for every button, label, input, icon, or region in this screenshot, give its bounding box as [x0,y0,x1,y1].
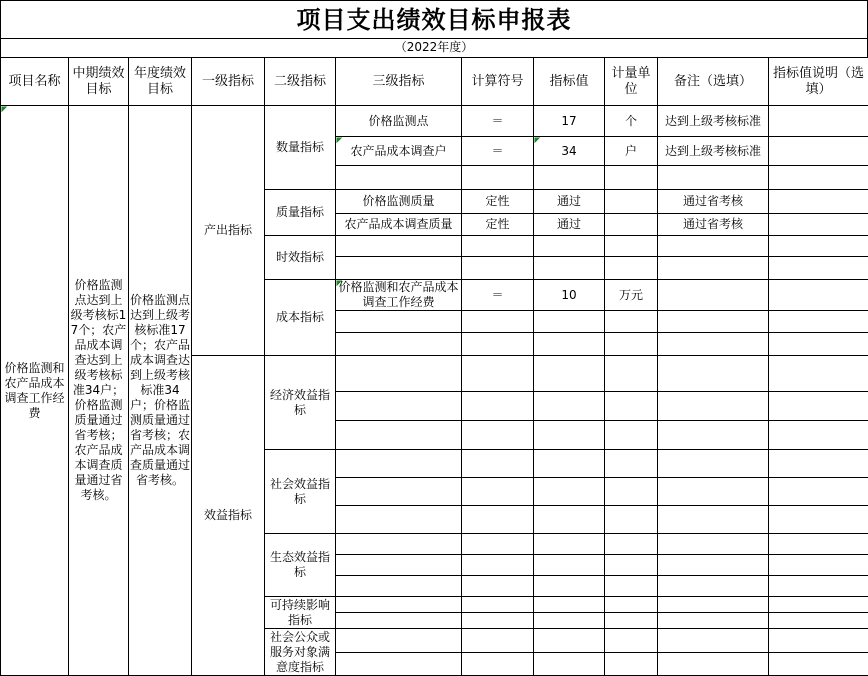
project-name-cell: 价格监测和农产品成本调查工作经费 [1,106,69,676]
level2-economic-cell: 经济效益指标 [265,356,336,450]
level3-cell: 价格监测质量 [336,190,462,214]
symbol-cell: ＝ [462,137,534,166]
header-cell: 三级指标 [336,58,462,106]
header-cell: 项目名称 [1,58,69,106]
header-cell: 一级指标 [192,58,265,106]
symbol-cell: 定性 [462,214,534,236]
value-cell: 通过 [534,190,605,214]
year-label: （2022年度） [0,38,868,57]
unit-cell [605,214,658,236]
header-cell: 计量单位 [605,58,658,106]
value-cell: 通过 [534,214,605,236]
table-row [1,106,868,137]
level1-output-cell: 产出指标 [192,106,265,356]
explain-cell [769,137,868,166]
header-cell: 指标值说明（选填） [769,58,868,106]
header-cell: 年度绩效目标 [129,58,192,106]
level2-sustainable-cell: 可持续影响指标 [265,597,336,629]
level2-cost-cell: 成本指标 [265,280,336,356]
unit-cell: 个 [605,106,658,137]
value-cell: 10 [534,280,605,311]
note-cell [658,280,769,311]
symbol-cell: ＝ [462,280,534,311]
symbol-cell: ＝ [462,106,534,137]
header-row [1,58,868,106]
level2-social-cell: 社会效益指标 [265,450,336,534]
note-cell: 达到上级考核标准 [658,106,769,137]
performance-table [0,57,868,676]
level2-timeliness-cell: 时效指标 [265,236,336,280]
explain-cell [769,280,868,311]
level3-cell: 农产品成本调查户 [336,137,462,166]
explain-cell [769,214,868,236]
level3-cell: 价格监测和农产品成本调查工作经费 [336,280,462,311]
level1-benefit-cell: 效益指标 [192,356,265,676]
value-cell: 17 [534,106,605,137]
header-cell: 中期绩效目标 [69,58,129,106]
unit-cell: 户 [605,137,658,166]
page-title: 项目支出绩效目标申报表 [0,0,868,38]
explain-cell [769,190,868,214]
note-cell: 通过省考核 [658,214,769,236]
header-cell: 指标值 [534,58,605,106]
value-cell: 34 [534,137,605,166]
unit-cell [605,190,658,214]
unit-cell: 万元 [605,280,658,311]
level2-satisfaction-cell: 社会公众或服务对象满意度指标 [265,629,336,676]
mid-term-goal-cell: 价格监测点达到上级考核标17个；农产品成本调查达到上级考核标准34户；价格监测质量通过省考核；农产品成本调查质量通过省考核。 [69,106,129,676]
explain-cell [769,106,868,137]
annual-goal-cell: 价格监测点达到上级考核标准17个；农产品成本调查达到上级考核标准34户；价格监测质量通过省考核；农产品成本调查质量通过省考核。 [129,106,192,676]
level3-cell: 农产品成本调查质量 [336,214,462,236]
header-cell: 二级指标 [265,58,336,106]
level2-quality-cell: 质量指标 [265,190,336,236]
level2-ecological-cell: 生态效益指标 [265,534,336,597]
header-cell: 计算符号 [462,58,534,106]
note-cell: 达到上级考核标准 [658,137,769,166]
symbol-cell: 定性 [462,190,534,214]
note-cell: 通过省考核 [658,190,769,214]
header-cell: 备注（选填） [658,58,769,106]
level2-quantity-cell: 数量指标 [265,106,336,190]
level3-cell: 价格监测点 [336,106,462,137]
